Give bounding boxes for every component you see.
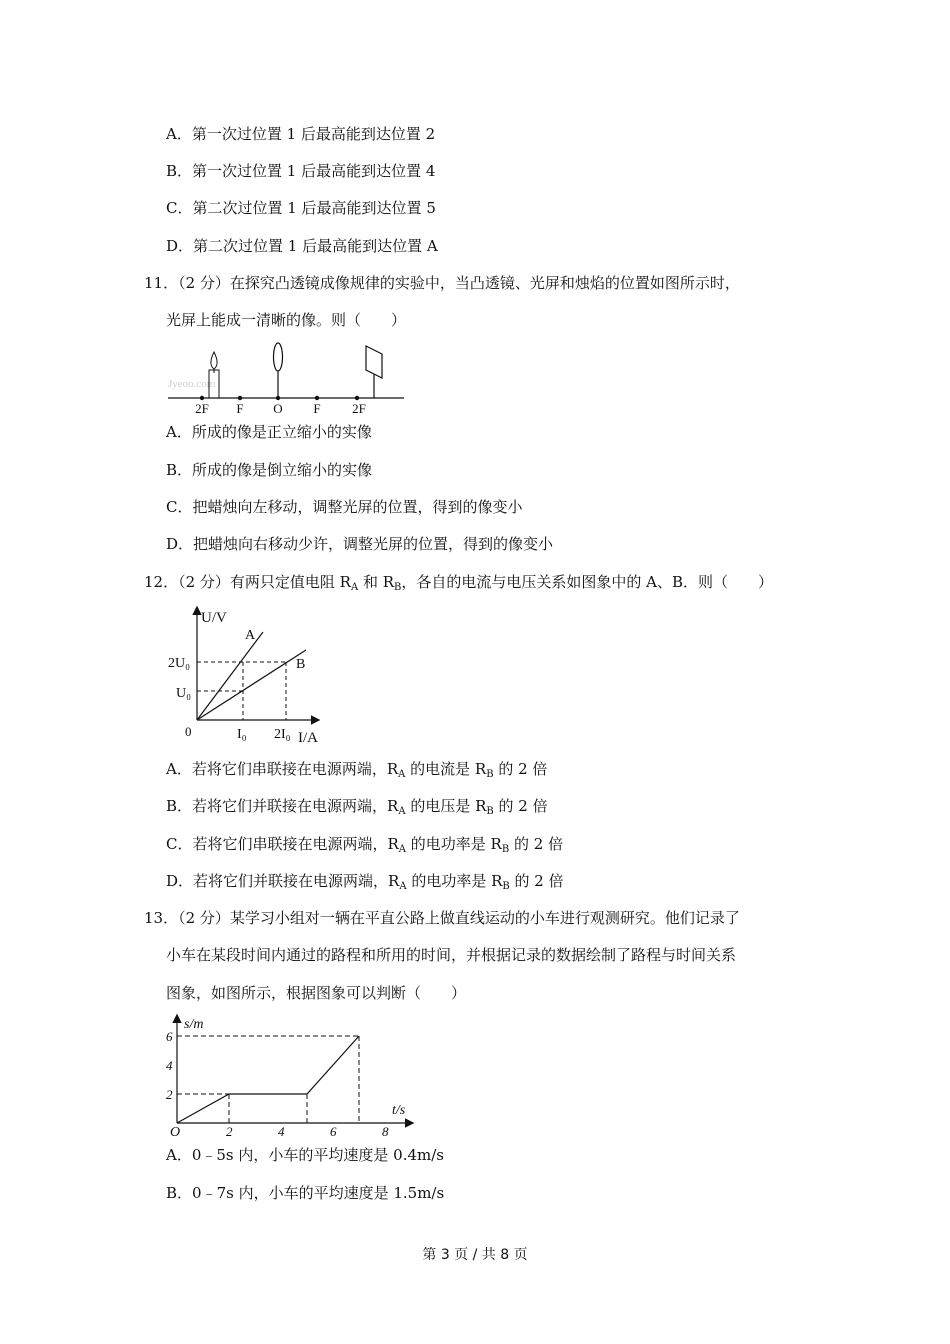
t-axis-label: t/s [392,1103,406,1118]
q12-stem: 12．（2 分）有两只定值电阻 $R_A$ 和 $R_B$，各自的电流与电压关系如图象中的 A、B．则（ ） [144,573,774,593]
q10-option-c: C．第二次过位置 1 后最高能到达位置 5 [166,199,436,217]
q12-option-a: A．若将它们串联接在电源两端，$R_A$ 的电流是 $R_B$ 的 2 倍 [166,760,548,780]
tick-2u0: 2U₀ [168,656,190,671]
q13-stem-cont1: 小车在某段时间内通过的路程和所用的时间，并根据记录的数据绘制了路程与时间关系 [166,946,737,964]
q12-option-b: B．若将它们并联接在电源两端，$R_A$ 的电压是 $R_B$ 的 2 倍 [166,797,548,817]
page-footer: 第 3 页 / 共 8 页 [422,1247,528,1263]
label-2f-right: 2F [352,401,366,416]
q11-stem-cont: 光屏上能成一清晰的像。则（ ） [166,311,407,329]
q11-option-b: B．所成的像是倒立缩小的实像 [166,461,373,479]
x-tick-label: 2 [226,1124,233,1139]
s-axis-label: s/m [184,1017,204,1032]
q12-option-c: C．若将它们串联接在电源两端，$R_A$ 的电功率是 $R_B$ 的 2 倍 [166,835,564,855]
label-2f-left: 2F [195,401,209,416]
q12-option-d: D．若将它们并联接在电源两端，$R_A$ 的电功率是 $R_B$ 的 2 倍 [166,872,564,892]
series-line [177,1036,359,1123]
origin-label: 0 [185,724,192,739]
label-f-right: F [313,401,321,416]
line-a [197,632,263,720]
y-tick-label: 2 [166,1087,173,1102]
y-tick-label: 4 [166,1058,173,1073]
y-tick-label: 6 [166,1029,173,1044]
screen-icon [366,346,382,398]
x-tick-label: 4 [278,1124,285,1139]
i-axis-label: I/A [298,730,318,746]
label-f-left: F [236,401,244,416]
tick-u0: U₀ [176,686,191,701]
tick-2i0: 2I₀ [274,727,291,742]
line-a-label: A [245,628,256,643]
q11-option-a: A．所成的像是正立缩小的实像 [166,423,372,441]
watermark: Jyeoo.com [168,378,216,390]
iv-graph [168,602,338,752]
origin-label: O [170,1125,181,1140]
x-tick-label: 6 [330,1124,337,1139]
q10-option-d: D．第二次过位置 1 后最高能到达位置 A [166,237,438,255]
q11-option-c: C．把蜡烛向左移动，调整光屏的位置，得到的像变小 [166,498,523,516]
x-tick-label: 8 [382,1124,389,1139]
u-axis-label: U/V [201,610,227,626]
q10-option-b: B．第一次过位置 1 后最高能到达位置 4 [166,162,436,180]
tick-i0: I₀ [237,727,247,742]
label-o: O [273,401,283,416]
line-b [197,650,306,720]
q11-stem: 11．（2 分）在探究凸透镜成像规律的实验中，当凸透镜、光屏和烛焰的位置如图所示时， [144,274,740,292]
line-b-label: B [296,657,306,672]
convex-lens-icon [274,343,283,398]
q11-option-d: D．把蜡烛向右移动少许，调整光屏的位置，得到的像变小 [166,535,554,553]
q13-stem-cont2: 图象，如图所示，根据图象可以判断（ ） [166,984,467,1002]
candle-icon [209,352,219,398]
lens-diagram [166,340,406,418]
q13-option-a: A．0﹣5s 内，小车的平均速度是 0.4m/s [166,1146,444,1164]
q10-option-a: A．第一次过位置 1 后最高能到达位置 2 [166,125,436,143]
st-graph [162,1010,422,1140]
q13-stem: 13．（2 分）某学习小组对一辆在平直公路上做直线运动的小车进行观测研究。他们记录了 [144,909,740,927]
q13-option-b: B．0﹣7s 内，小车的平均速度是 1.5m/s [166,1184,445,1202]
